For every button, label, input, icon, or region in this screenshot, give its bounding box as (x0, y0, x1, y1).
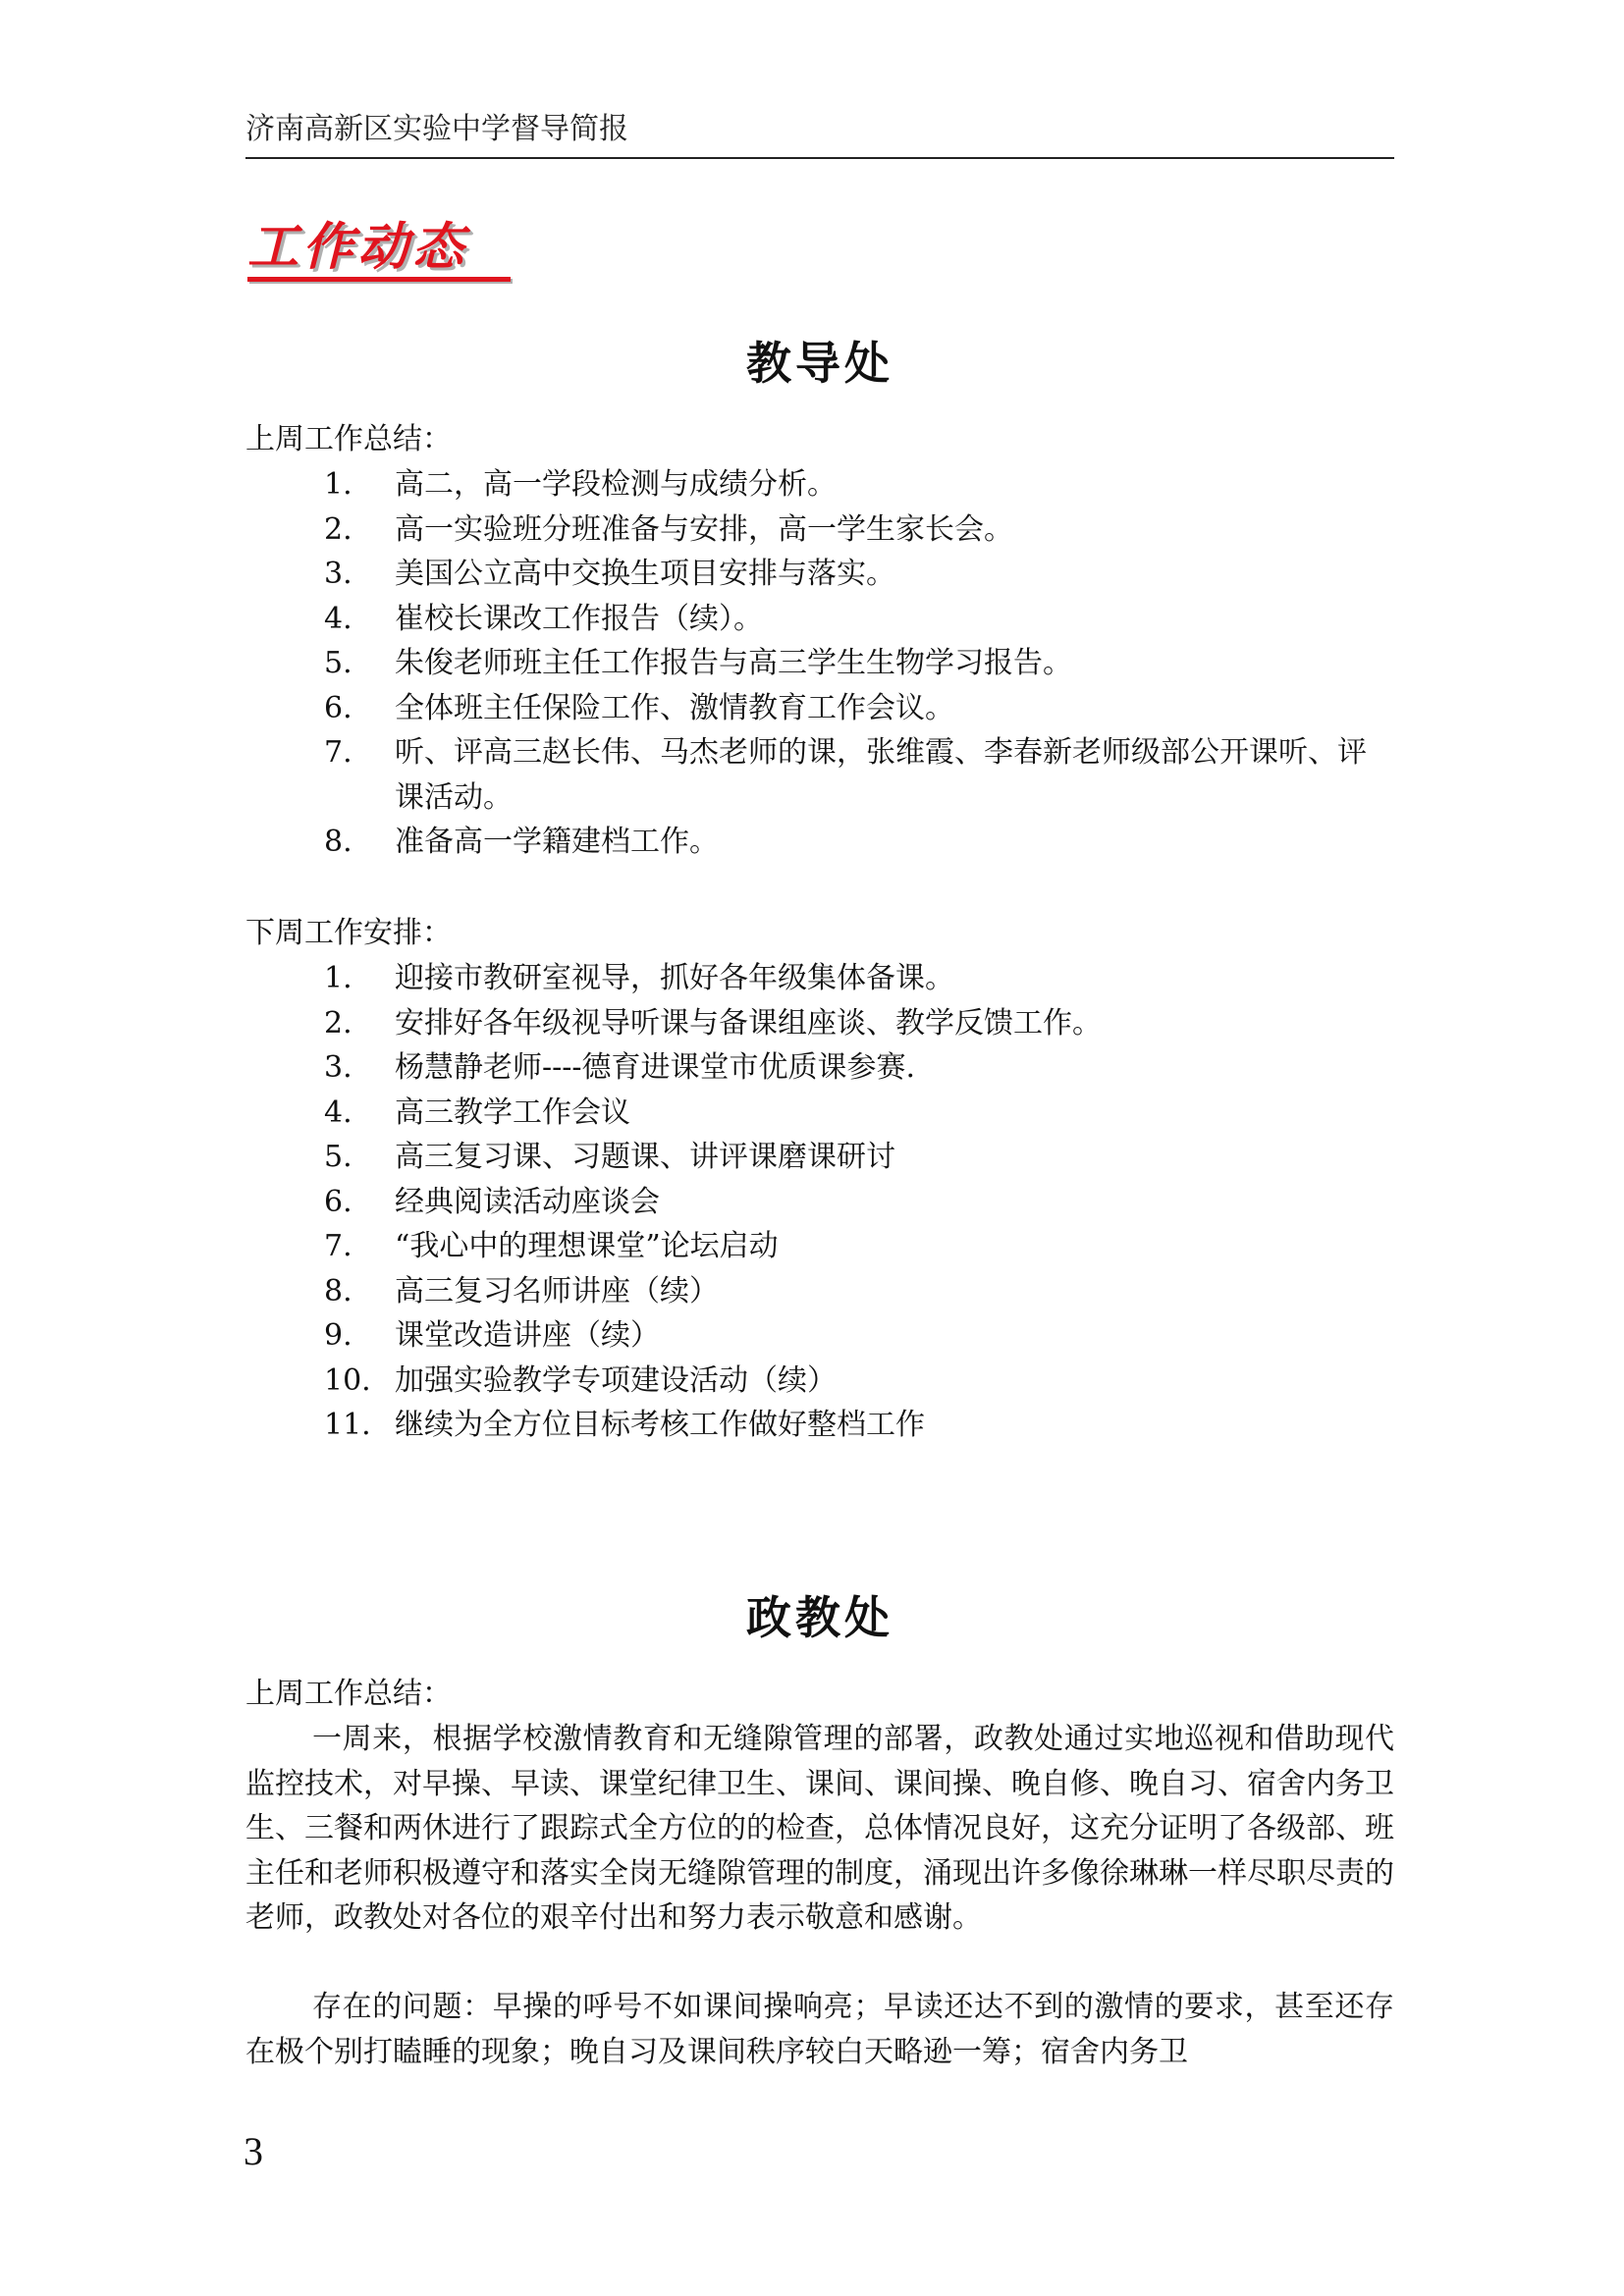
list-item (245, 1001, 1394, 1046)
list-item-text: 崔校长课改工作报告（续）。 (395, 601, 763, 636)
list-item (245, 597, 1394, 642)
list-item-number: 5. (324, 646, 352, 680)
list-item-text: 高三复习课、习题课、讲评课磨课研讨 (395, 1140, 895, 1174)
list-item-text: 高二，高一学段检测与成绩分析。 (395, 467, 837, 502)
list-item-number: 9. (324, 1318, 352, 1353)
list-item-text: “我心中的理想课堂”论坛启动 (395, 1229, 779, 1263)
list-item (245, 641, 1394, 686)
list-item-text: 听、评高三赵长伟、马杰老师的课，张维霞、李春新老师级部公开课听、评课活动。 (395, 735, 1367, 815)
list-item-number: 4. (324, 1095, 352, 1130)
next-week-label: 下周工作安排： (245, 916, 452, 950)
list-item (245, 1091, 1394, 1136)
list-item-number: 8. (324, 825, 352, 859)
list-item (245, 956, 1394, 1001)
list-item-text: 经典阅读活动座谈会 (395, 1184, 660, 1219)
page-number: 3 (244, 2129, 263, 2173)
list-item-number: 6. (324, 690, 352, 725)
list-item-text: 全体班主任保险工作、激情教育工作会议。 (395, 690, 954, 725)
section-title-zhengjiao: 政教处 (746, 1591, 893, 1644)
list-item-number: 6. (324, 1184, 352, 1219)
section-title-jiaodao: 教导处 (746, 337, 893, 390)
next-week-list (245, 956, 1394, 1448)
list-item-text: 杨慧静老师----德育进课堂市优质课参赛. (395, 1050, 916, 1085)
list-item-text: 高三复习名师讲座（续） (395, 1273, 719, 1308)
list-item-text: 美国公立高中交换生项目安排与落实。 (395, 557, 895, 591)
list-item-number: 2. (324, 511, 352, 547)
list-item (245, 1180, 1394, 1225)
list-item (245, 1313, 1394, 1359)
list-item-number: 1. (324, 467, 352, 502)
list-item-number: 4. (324, 601, 352, 636)
list-item-number: 2. (324, 1005, 352, 1041)
section-banner: 工作动态 (247, 218, 468, 277)
list-item (245, 552, 1394, 597)
list-item (245, 730, 1394, 820)
list-item-number: 1. (324, 961, 352, 995)
list-item (245, 1269, 1394, 1314)
list-item-text: 加强实验教学专项建设活动（续） (395, 1362, 837, 1398)
list-item-text: 继续为全方位目标考核工作做好整档工作 (395, 1408, 925, 1442)
list-item (245, 462, 1394, 507)
newsletter-header-title: 济南高新区实验中学督导简报 (245, 112, 628, 146)
last-week-list (245, 462, 1394, 865)
zhengjiao-paragraph: 一周来，根据学校激情教育和无缝隙管理的部署，政教处通过实地巡视和借助现代监控技术，对早操、早读、课堂纪律卫生、课间、课间操、晚自修、晚自习、宿舍内务卫生、三餐和两休进行了跟踪式全方位的的检查，总体情况良好，这充分证明了各级部、班主任和老师积极遵守和落实全岗无缝隙管理的制度，涌现出许多像徐琳琳一样尽职尽责的老师，政教处对各位的艰辛付出和努力表示敬意和感谢。 (245, 1722, 1394, 1935)
list-item-text: 安排好各年级视导听课与备课组座谈、教学反馈工作。 (395, 1005, 1102, 1041)
list-item (245, 1403, 1394, 1448)
zhengjiao-problems-paragraph: 存在的问题：早操的呼号不如课间操响亮；早读还达不到的激情的要求，甚至还存在极个别打瞌睡的现象；晚自习及课间秩序较白天略逊一筹；宿舍内务卫 (245, 1990, 1394, 2069)
list-item-text: 高三教学工作会议 (395, 1095, 630, 1130)
list-item (245, 1135, 1394, 1180)
list-item-text: 课堂改造讲座（续） (395, 1318, 660, 1353)
header-divider (245, 157, 1394, 159)
list-item (245, 1045, 1394, 1091)
list-item-number: 7. (324, 735, 352, 770)
list-item-number: 11. (324, 1408, 371, 1442)
list-item (245, 1359, 1394, 1404)
list-item (245, 820, 1394, 865)
list-item-number: 5. (324, 1140, 352, 1174)
list-item-number: 10. (324, 1362, 371, 1398)
list-item-text: 高一实验班分班准备与安排，高一学生家长会。 (395, 511, 1013, 547)
list-item-text: 迎接市教研室视导，抓好各年级集体备课。 (395, 961, 954, 995)
zhengjiao-last-week-label: 上周工作总结： (245, 1677, 452, 1711)
list-item-number: 8. (324, 1273, 352, 1308)
list-item-number: 3. (324, 1050, 352, 1085)
list-item-text: 准备高一学籍建档工作。 (395, 825, 719, 859)
list-item-number: 7. (324, 1229, 352, 1263)
list-item (245, 686, 1394, 731)
list-item (245, 507, 1394, 553)
banner-underline (247, 277, 511, 282)
list-item-number: 3. (324, 557, 352, 591)
list-item-text: 朱俊老师班主任工作报告与高三学生生物学习报告。 (395, 646, 1072, 680)
last-week-label: 上周工作总结： (245, 422, 452, 456)
list-item (245, 1224, 1394, 1269)
